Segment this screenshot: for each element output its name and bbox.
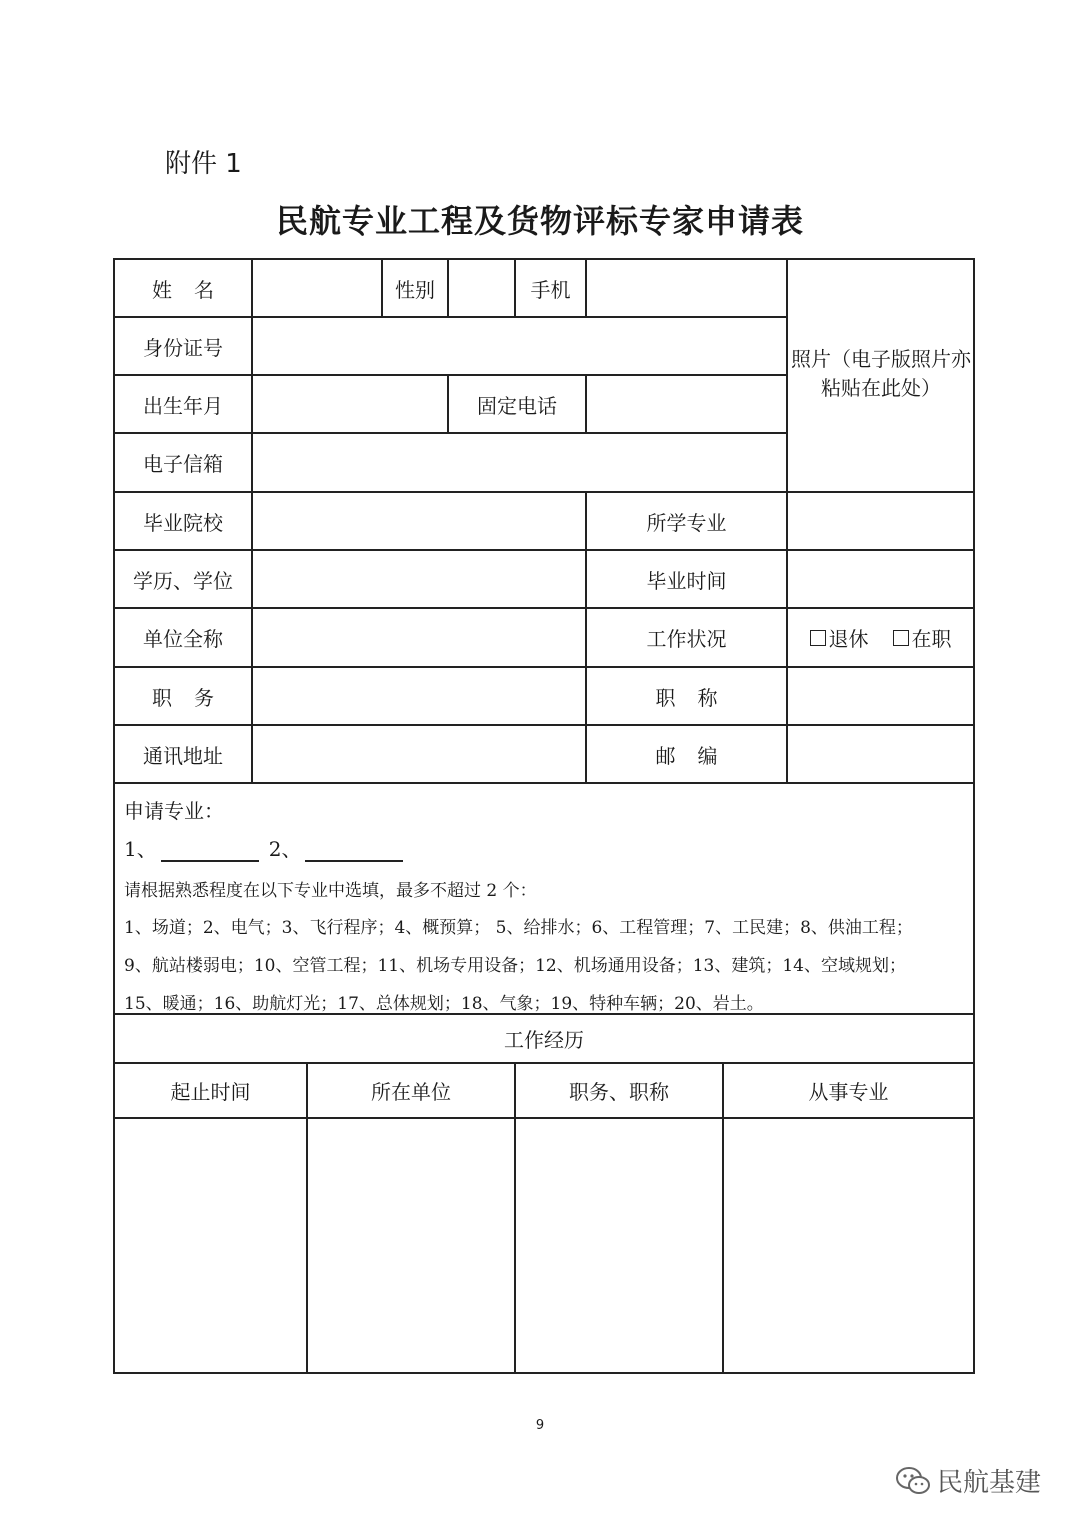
grad-time-field[interactable]: [788, 551, 973, 607]
post-field[interactable]: [253, 668, 585, 724]
name-field[interactable]: [253, 260, 381, 316]
checkbox-icon: [893, 630, 909, 646]
exp-field-field[interactable]: [724, 1119, 973, 1372]
postcode-field[interactable]: [788, 726, 973, 782]
specialty-input-1[interactable]: [161, 842, 259, 862]
exp-unit-field[interactable]: [308, 1119, 514, 1372]
post-label: 职务: [152, 685, 236, 710]
exp-col-unit: 所在单位: [371, 1080, 451, 1104]
exp-col-field: 从事专业: [808, 1080, 889, 1104]
unit-label: 单位全称: [143, 627, 223, 651]
address-field[interactable]: [253, 726, 585, 782]
specialty-instruction: 请根据熟悉程度在以下专业中选填，最多不超过 2 个：: [124, 881, 537, 901]
grad-time-label: 毕业时间: [646, 568, 727, 593]
job-title-field[interactable]: [788, 668, 973, 724]
page-title: 民航专业工程及货物评标专家申请表: [275, 202, 804, 240]
id-field[interactable]: [253, 318, 786, 374]
school-label: 毕业院校: [143, 510, 223, 535]
major-label: 所学专业: [646, 510, 727, 535]
employed-checkbox[interactable]: 在职: [893, 623, 952, 652]
attachment-label: 附件 1: [165, 149, 242, 179]
major-field[interactable]: [788, 493, 973, 549]
email-label: 电子信箱: [143, 452, 223, 476]
exp-period-field[interactable]: [115, 1119, 306, 1372]
school-field[interactable]: [253, 493, 585, 549]
phone-label: 固定电话: [477, 393, 557, 418]
specialty-input-2[interactable]: [305, 842, 403, 862]
work-status-options: [788, 609, 973, 666]
watermark-text: 民航基建: [937, 1468, 1042, 1498]
postcode-label: 邮编: [655, 743, 740, 768]
exp-col-position: 职务、职称: [569, 1080, 669, 1104]
mobile-field[interactable]: [587, 260, 786, 316]
birth-label: 出生年月: [143, 393, 223, 418]
photo-placeholder[interactable]: 照片（电子版照片亦粘贴在此处）: [791, 347, 971, 400]
specialty-list-line: 1、场道；2、电气；3、飞行程序；4、概预算； 5、给排水；6、工程管理；7、工民建；8、供油工程；: [124, 918, 913, 938]
work-status-label: 工作状况: [646, 627, 727, 651]
phone-field[interactable]: [587, 376, 786, 432]
name-label: 姓名: [152, 277, 236, 302]
id-label: 身份证号: [143, 335, 223, 360]
specialty-slots: 1、 2、: [124, 833, 974, 862]
gender-field[interactable]: [449, 260, 514, 316]
birth-field[interactable]: [253, 376, 447, 432]
mobile-label: 手机: [530, 277, 571, 302]
wechat-icon: [895, 1466, 931, 1496]
specialty-heading: 申请专业：: [124, 799, 224, 823]
page-number: 9: [535, 1418, 545, 1433]
watermark: [895, 1462, 1041, 1499]
exp-position-field[interactable]: [516, 1119, 722, 1372]
degree-field[interactable]: [253, 551, 585, 607]
retired-checkbox[interactable]: 退休: [810, 623, 869, 652]
specialty-list-line: 9、航站楼弱电；10、空管工程；11、机场专用设备；12、机场通用设备；13、建筑；14、空域规划；: [124, 956, 906, 976]
degree-label: 学历、学位: [133, 568, 233, 593]
gender-label: 性别: [395, 277, 435, 302]
experience-heading: 工作经历: [504, 1028, 584, 1052]
email-field[interactable]: [253, 434, 786, 491]
specialty-list-line: 15、暖通；16、助航灯光；17、总体规划；18、气象；19、特种车辆；20、岩土。: [124, 994, 764, 1014]
unit-field[interactable]: [253, 609, 585, 666]
address-label: 通讯地址: [143, 743, 223, 768]
checkbox-icon: [810, 630, 826, 646]
job-title-label: 职称: [655, 685, 740, 710]
exp-col-period: 起止时间: [170, 1080, 251, 1104]
